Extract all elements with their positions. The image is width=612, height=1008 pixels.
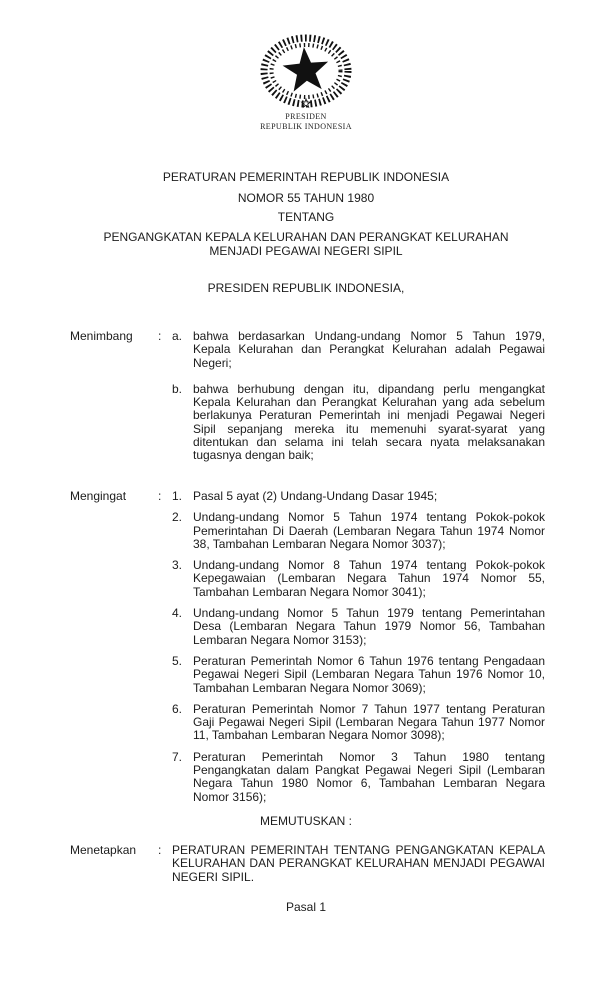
menetapkan-label: Menetapkan (70, 843, 137, 857)
item-marker: 5. (172, 653, 183, 668)
mengingat-items (172, 490, 545, 804)
pasal-1-heading: Pasal 1 (285, 900, 327, 914)
mengingat-item-6 (172, 703, 545, 743)
seal-org-line2: REPUBLIK INDONESIA (260, 122, 352, 131)
menimbang-items (172, 330, 545, 463)
title-line-subject-1: PENGANGKATAN KEPALA KELURAHAN DAN PERANGKAT KELURAHAN (103, 230, 509, 244)
mengingat-label: Mengingat (70, 489, 127, 503)
item-marker: 4. (172, 606, 183, 621)
menimbang-item-a (172, 330, 545, 370)
document-header (0, 34, 612, 132)
memutuskan-heading: MEMUTUSKAN : (259, 814, 352, 828)
menetapkan-text: PERATURAN PEMERINTAH TENTANG PENGANGKATAN KEPALA KELURAHAN DAN PERANGKAT KELURAHAN MENJADI PEGAWAI NEGERI SIPIL. (172, 843, 545, 884)
mengingat-item-3 (172, 559, 545, 599)
item-text: Undang-undang Nomor 5 Tahun 1974 tentang Pokok-pokok Pemerintahan Di Daerah (Lembaran Negara Tahun 1974 Nomor 38, Tambahan Lembaran Negara Nomor 3037); (193, 510, 545, 551)
menimbang-item-b (172, 383, 545, 463)
item-text: Undang-undang Nomor 5 Tahun 1979 tentang Pemerintahan Desa (Lembaran Negara Tahun 1979 Nomor 56, Tambahan Lembaran Negara Nomor 3153); (193, 606, 545, 647)
title-line-number: NOMOR 55 TAHUN 1980 (237, 191, 375, 205)
mengingat-colon: : (158, 489, 162, 503)
seal-org-line1: PRESIDEN (285, 112, 327, 121)
item-text: Peraturan Pemerintah Nomor 6 Tahun 1976 tentang Pengadaan Pegawai Negeri Sipil (Lembaran Negara Tahun 1976 Nomor 10, Tambahan Lembaran Negara Nomor 3069); (193, 653, 545, 695)
title-line-tentang: TENTANG (277, 210, 335, 224)
menimbang-label: Menimbang (70, 329, 133, 343)
item-marker: 1. (172, 489, 183, 503)
mengingat-item-4 (172, 607, 545, 647)
presidential-seal-star-wreath-icon (258, 34, 354, 112)
item-marker: 6. (172, 701, 183, 716)
item-marker: 3. (172, 558, 183, 573)
menetapkan-section (70, 844, 545, 884)
star-icon (283, 47, 329, 92)
item-text: Undang-undang Nomor 8 Tahun 1974 tentang Pokok-pokok Kepegawaian (Lembaran Negara Tahun 1974 Nomor 55, Tambahan Lembaran Negara Nomor 3041); (193, 558, 545, 599)
salutation-line: PRESIDEN REPUBLIK INDONESIA, (207, 281, 405, 295)
mengingat-item-7 (172, 751, 545, 804)
mengingat-item-1 (172, 490, 545, 503)
menimbang-colon: : (158, 329, 162, 343)
mengingat-item-5 (172, 655, 545, 695)
menimbang-section (70, 330, 545, 463)
item-marker: b. (172, 381, 183, 396)
item-marker: 7. (172, 749, 183, 764)
title-line-regulation: PERATURAN PEMERINTAH REPUBLIK INDONESIA (162, 170, 450, 184)
item-marker: a. (172, 329, 183, 343)
item-text: Pasal 5 ayat (2) Undang-Undang Dasar 1945; (193, 489, 438, 503)
item-text: bahwa berhubung dengan itu, dipandang perlu mengangkat Kepala Kelurahan dan Perangkat Kelurahan yang ada sebelum berlakunya Peraturan Pemerintah ini menjadi Pegawai Negeri Sipil sepanjang mereka itu memenuhi syarat-syarat yang ditentukan dan selama ini telah secara nyata melaksanakan tugasnya dengan baik; (193, 381, 545, 463)
item-text: bahwa berdasarkan Undang-undang Nomor 5 Tahun 1979, Kepala Kelurahan dan Perangkat Kelurahan adalah Pegawai Negeri; (193, 329, 545, 370)
item-text: Peraturan Pemerintah Nomor 7 Tahun 1977 tentang Peraturan Gaji Pegawai Negeri Sipil (Lembaran Negara Tahun 1977 Nomor 11, Tambahan Lembaran Negara Nomor 3098); (193, 701, 545, 743)
mengingat-section (70, 490, 545, 804)
menetapkan-colon: : (158, 843, 162, 857)
document-title-block (0, 170, 612, 258)
title-line-subject-2: MENJADI PEGAWAI NEGERI SIPIL (209, 244, 403, 258)
item-text: Peraturan Pemerintah Nomor 3 Tahun 1980 tentang Pengangkatan dalam Pangkat Pegawai Negeri Sipil (Lembaran Negara Tahun 1980 Nomor 6, Tambahan Lembaran Negara Nomor 3156); (193, 749, 545, 804)
mengingat-item-2 (172, 511, 545, 551)
item-marker: 2. (172, 510, 183, 525)
